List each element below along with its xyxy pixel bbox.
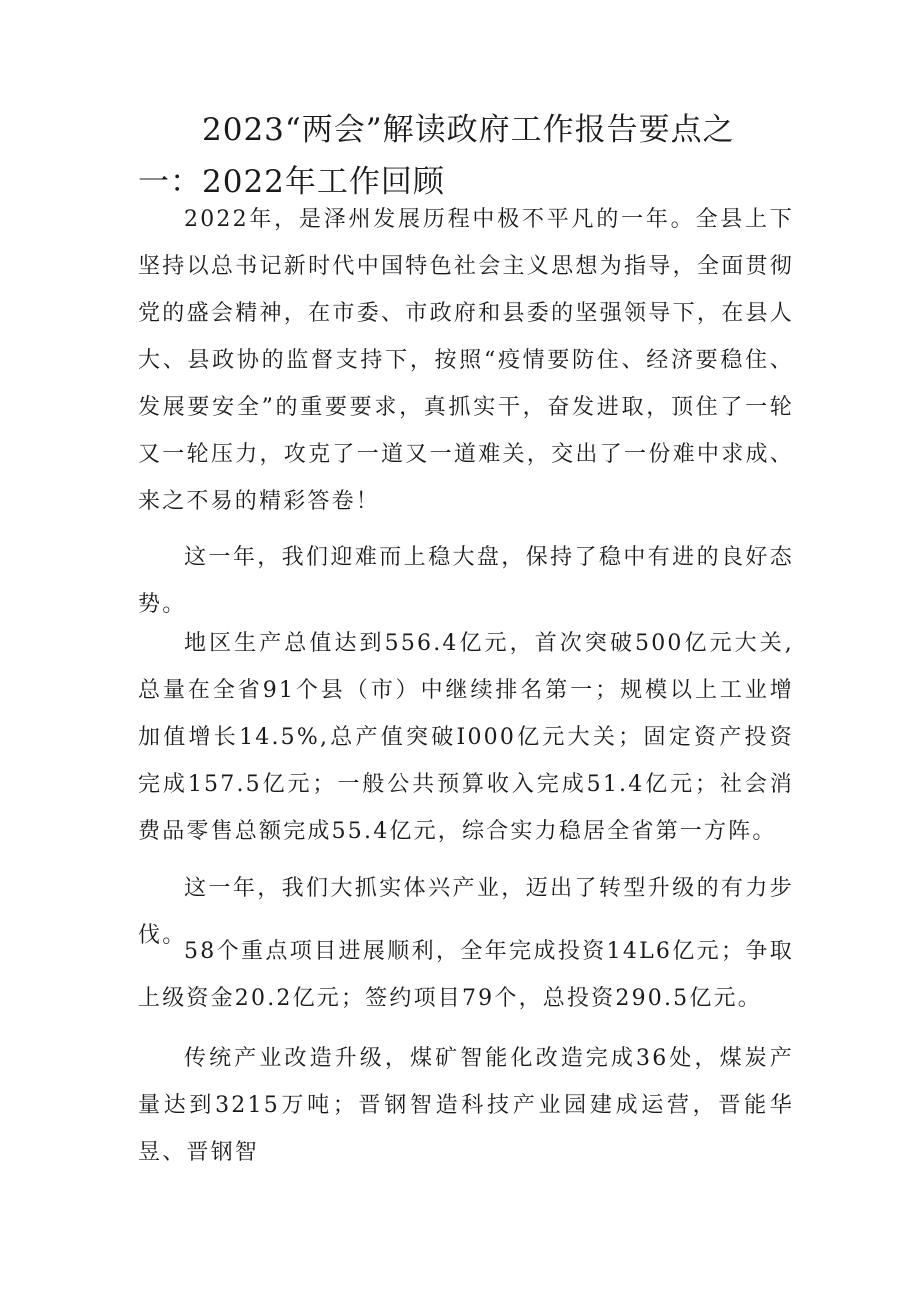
paragraph-year-overview: 2022年，是泽州发展历程中极不平凡的一年。全县上下坚持以总书记新时代中国特色社会主义思想为指导，全面贯彻党的盛会精神，在市委、市政府和县委的坚强领导下，在县人大、县政协的监督支持下，按照“疫情要防住、经济要稳住、发展要安全”的重要要求，真抓实干，奋发进取，顶住了一轮又一轮压力，攻克了一道又一道难关，交出了一份难中求成、来之不易的精彩答卷！ [138, 207, 794, 514]
paragraph-industry-upgrade: 这一年，我们大抓实体兴产业，迈出了转型升级的有力步伐。 [138, 876, 794, 948]
paragraph-stabilize-economy: 这一年，我们迎难而上稳大盘，保持了稳中有进的良好态势。 [138, 545, 794, 617]
paragraph-economic-indicators: 地区生产总值达到556.4亿元，首次突破500亿元大关,总量在全省91个县（市）中继续排名第一；规模以上工业增加值增长14.5%,总产值突破I000亿元大关；固定资产投资完成157.5亿元；一般公共预算收入完成51.4亿元；社会消费品零售总额完成55.4亿元，综合实力稳居全省第一方阵。 [138, 631, 794, 844]
paragraph-key-projects: 58个重点项目进展顺利，全年完成投资14L6亿元；争取上级资金20.2亿元；签约项目79个，总投资290.5亿元。 [138, 939, 794, 1011]
document-title: 2023“两会”解读政府工作报告要点之一：2022年工作回顾 [138, 112, 735, 200]
paragraph-traditional-industry: 传统产业改造升级，煤矿智能化改造完成36处，煤炭产量达到3215万吨；晋钢智造科技产业园建成运营，晋能华昱、晋钢智 [138, 1046, 794, 1165]
